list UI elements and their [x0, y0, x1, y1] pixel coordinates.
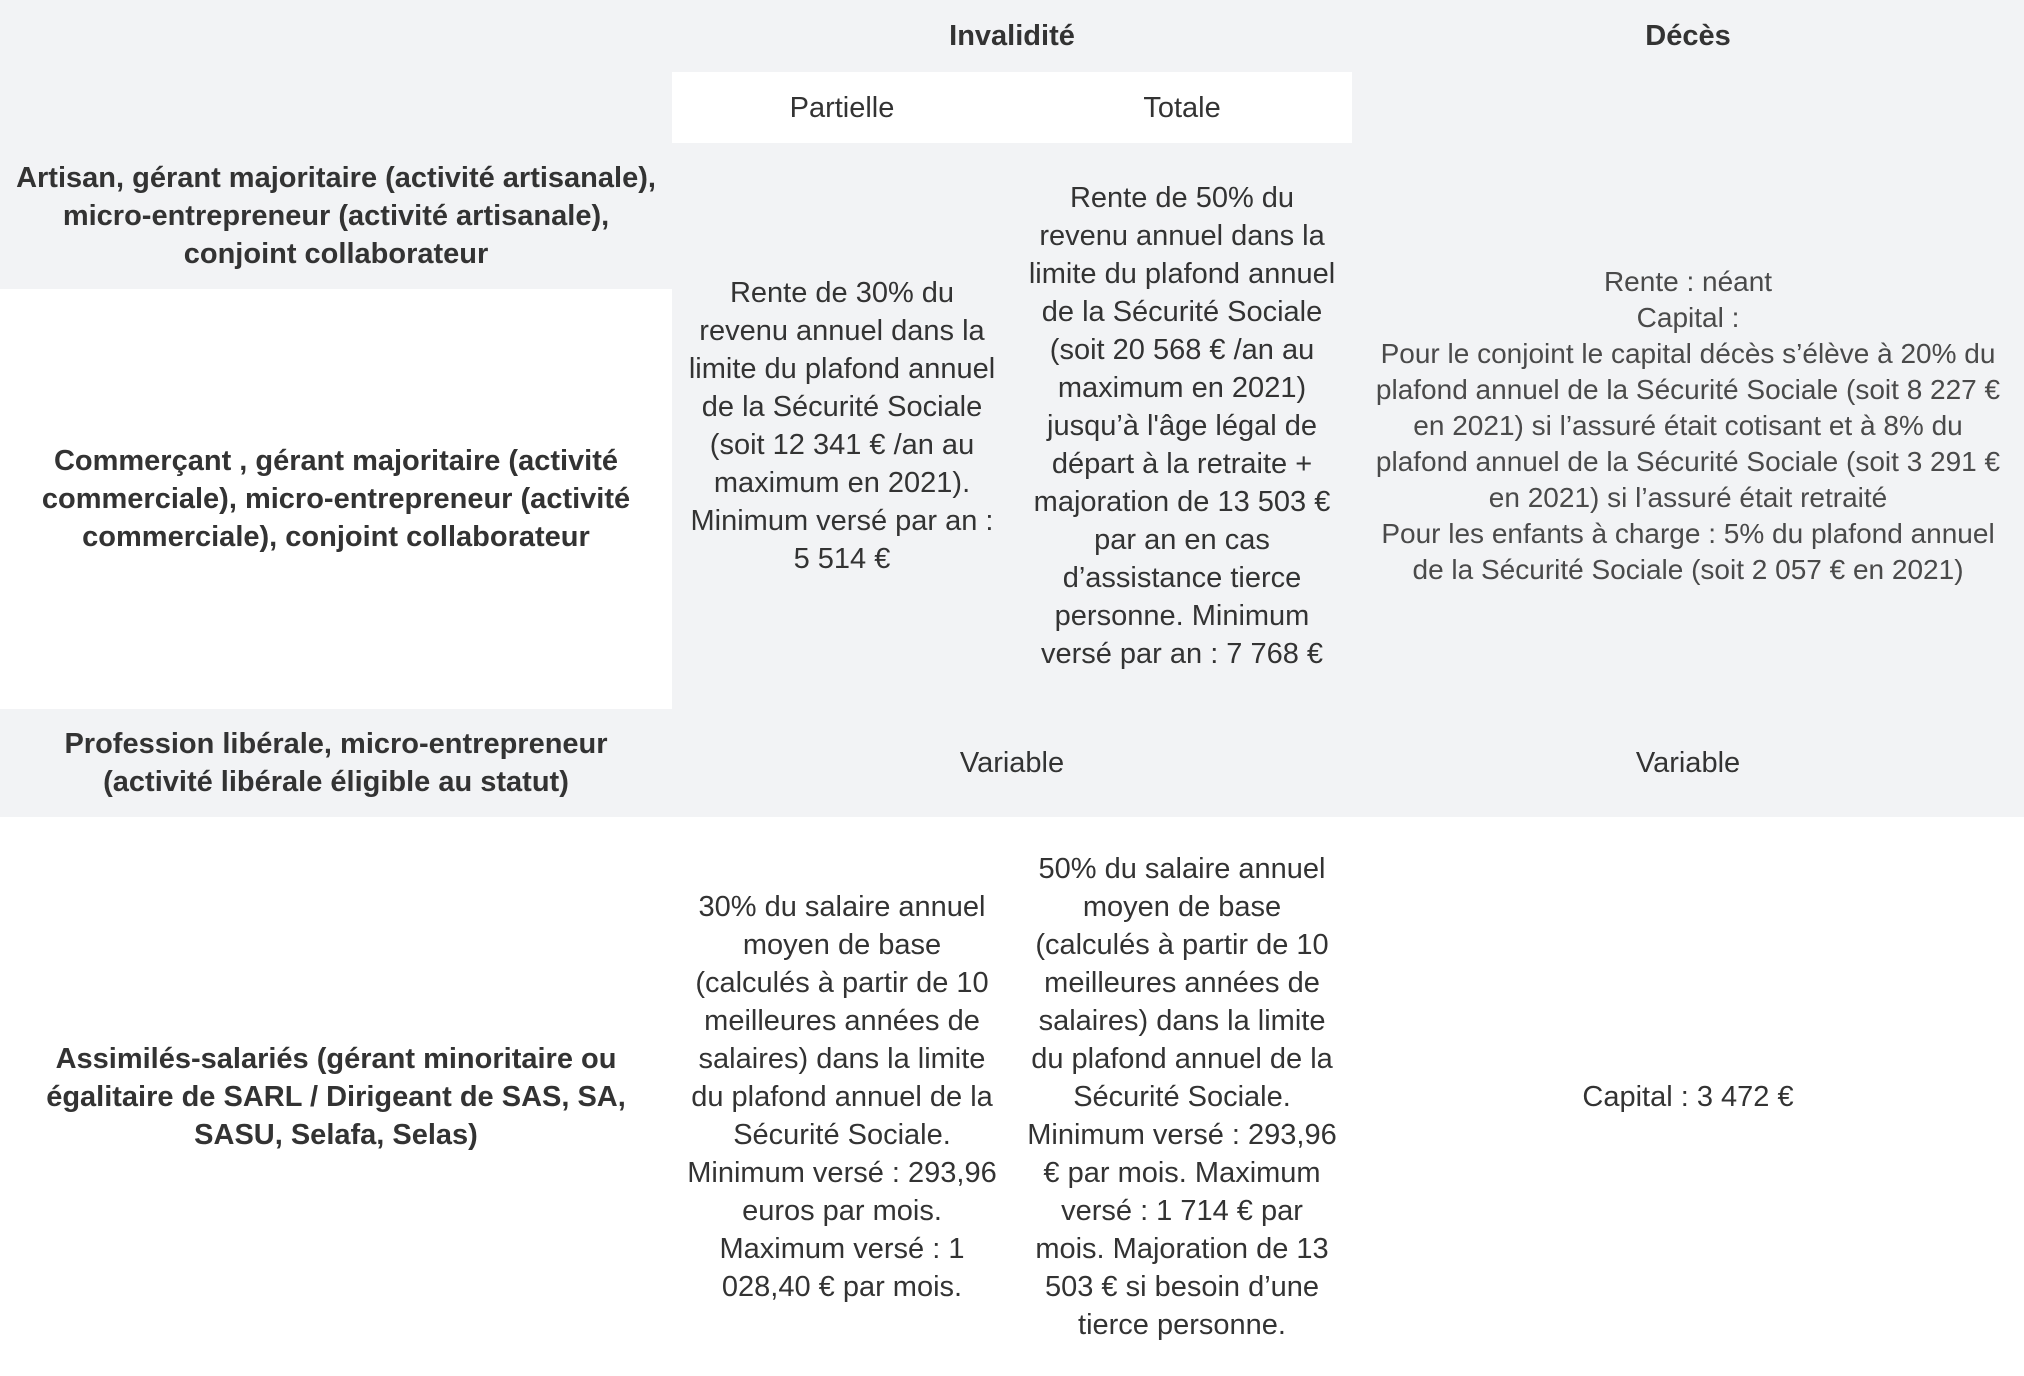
cell-assimiles-totale: 50% du salaire annuel moyen de base (calculés à partir de 10 meilleures années de salaires) dans la limite du plafond annuel de la Sécurité Sociale. Minimum versé : 293,96 € par mois. Maximum versé : 1 714 € par mois. Majoration de 13 503 € si besoin d’une tierce personne. [1012, 817, 1352, 1376]
deces-conjoint-line: Pour le conjoint le capital décès s’élève à 20% du plafond annuel de la Sécurité Sociale (soit 8 227 € en 2021) si l’assuré était cotisant et à 8% du plafond annuel de la Sécurité Sociale (soit 3 291 € en 2021) si l’assuré était retraité [1375, 338, 2001, 513]
row-label-artisan: Artisan, gérant majoritaire (activité artisanale), micro-entrepreneur (activité artisanale), conjoint collaborateur [0, 143, 672, 289]
cell-independants-deces [1352, 143, 2024, 709]
header-deces: Décès [1352, 0, 2024, 72]
table-row-assimiles [0, 817, 2024, 1376]
deces-rente-line: Rente : néant [1603, 266, 1773, 297]
deces-capital-line: Capital : [1636, 302, 1740, 333]
table-row-artisan [0, 143, 2024, 289]
row-label-liberale: Profession libérale, micro-entrepreneur (activité libérale éligible au statut) [0, 709, 672, 817]
cell-assimiles-deces: Capital : 3 472 € [1352, 817, 2024, 1376]
header-partielle: Partielle [672, 72, 1012, 143]
header-row-main [0, 0, 2024, 72]
cell-liberale-invalidite: Variable [672, 709, 1352, 817]
subheader-empty-left [0, 72, 672, 143]
cell-independants-totale: Rente de 50% du revenu annuel dans la limite du plafond annuel de la Sécurité Sociale (soit 20 568 € /an au maximum en 2021) jusqu’à l'âge légal de départ à la retraite + majoration de 13 503 € par an en cas d’assistance tierce personne. Minimum versé par an : 7 768 € [1012, 143, 1352, 709]
header-totale: Totale [1012, 72, 1352, 143]
cell-liberale-deces: Variable [1352, 709, 2024, 817]
deces-enfants-line: Pour les enfants à charge : 5% du plafond annuel de la Sécurité Sociale (soit 2 057 € en 2021) [1381, 518, 1995, 585]
header-invalidite: Invalidité [672, 0, 1352, 72]
subheader-empty-deces [1352, 72, 2024, 143]
header-row-sub [0, 72, 2024, 143]
table-row-liberale [0, 709, 2024, 817]
cell-assimiles-partielle: 30% du salaire annuel moyen de base (calculés à partir de 10 meilleures années de salaires) dans la limite du plafond annuel de la Sécurité Sociale. Minimum versé : 293,96 euros par mois. Maximum versé : 1 028,40 € par mois. [672, 817, 1012, 1376]
header-empty-corner [0, 0, 672, 72]
row-label-commercant: Commerçant , gérant majoritaire (activité commerciale), micro-entrepreneur (activité commerciale), conjoint collaborateur [0, 289, 672, 709]
cell-independants-partielle: Rente de 30% du revenu annuel dans la limite du plafond annuel de la Sécurité Sociale (soit 12 341 € /an au maximum en 2021). Minimum versé par an : 5 514 € [672, 143, 1012, 709]
row-label-assimiles: Assimilés-salariés (gérant minoritaire ou égalitaire de SARL / Dirigeant de SAS, SA, SASU, Selafa, Selas) [0, 817, 672, 1376]
